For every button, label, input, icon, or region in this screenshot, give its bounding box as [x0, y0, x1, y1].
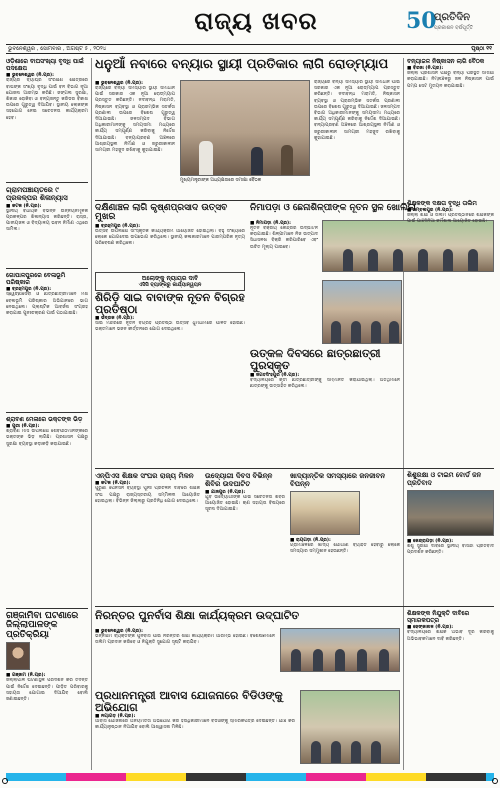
story-body: ରାଜ୍ୟର ବ୍ୟାଘ୍ର ସଂରକ୍ଷଣ କ୍ଷେତ୍ରରେ ବାଘଙ୍କ ସଂଖ୍ୟା ବୃଦ୍ଧି ପାଇଁ ବନ ବିଭାଗ ନୂଆ ଯୋଜନା ଆରମ୍ଭ କରିଛି। ଜଙ୍ଗଲ ସୁରକ୍ଷା, ଶିକାର ରୋକିବା ଓ ବନ୍ୟଜନ୍ତୁ କରିଡର ବିକାଶ ଉପରେ ଗୁରୁତ୍ୱ ଦିଆଯିବ। ସ୍ଥାନୀୟ ଲୋକଙ୍କ ସହଯୋଗ ନେଇ ସଚେତନତା କାର୍ଯ୍ୟକ୍ରମ ହେବ।	[6, 78, 88, 121]
story-byline: ■ କଟକ (ନି.ପ୍ର):	[6, 203, 42, 209]
section-title: ରାଜ୍ୟ ଖବର	[194, 6, 318, 35]
registration-mark	[492, 778, 498, 784]
divider	[6, 608, 88, 609]
story-byline: ■ ଢେଙ୍କାନାଳ (ନି.ପ୍ର):	[407, 625, 454, 631]
story-body: ଜିଲ୍ଲାପାଳ ଘଟଣାସ୍ଥଳ ପରିଦର୍ଶନ କରି ତଦନ୍ତ ପାଇଁ ନିର୍ଦ୍ଦେଶ ଦେଇଛନ୍ତି। ପୀଡ଼ିତ ପରିବାରକୁ ସହାୟତା ଯୋଗାଇ ଦିଆଯିବ ବୋଲି ଜଣାଇଛନ୍ତି।	[6, 678, 88, 702]
story-headline: ନିମାପଡ଼ା ଓ ଛେନାଶିଳ୍ପୀଙ୍କ ନୂତନ ସ୍ଥଳ ଖୋଲିଲା	[250, 203, 416, 213]
story-byline: ■ ଭଦ୍ରକ (ନି.ପ୍ର):	[95, 316, 135, 322]
divider	[6, 412, 88, 413]
story-body: ଶ୍ରାବଣ ମାସ ଉପଲକ୍ଷେ ଶୈବପୀଠମାନଙ୍କରେ ଭକ୍ତଙ୍କ ଭିଡ଼ ଲାଗିଛି। ପ୍ରଶାସନ ପକ୍ଷରୁ ସୁରକ୍ଷା ବ୍ୟବସ୍ଥା କଡ଼ାକଡ଼ି କରାଯାଇଛି।	[6, 429, 88, 447]
story-photo	[290, 491, 360, 535]
lead-body-col3	[314, 80, 400, 190]
story-headline: ଶ୍ରାବଣ ମେଳାରେ ଭକ୍ତଙ୍କ ଭିଡ଼	[6, 416, 83, 423]
rehab-story-body	[95, 628, 275, 674]
lead-photo	[180, 80, 310, 176]
story-byline: ■ ଭୁବନେଶ୍ୱର (ନି.ପ୍ର):	[6, 73, 54, 79]
box-headline: ଅଲୋଙ୍କୁ ନ୍ୟାୟର ଦାବି	[141, 275, 199, 282]
story-body: ବିଦ୍ୟାଳୟରେ ଶିକ୍ଷକ ଅଭାବ ଦୂର କରିବାକୁ ଅଭିଭାବକମାନେ ଦାବି କରିଛନ୍ତି।	[407, 630, 494, 642]
divider	[6, 268, 88, 269]
column-divider	[403, 58, 404, 770]
story-byline: ■ ବ୍ରହ୍ମପୁର (ନି.ପ୍ର):	[6, 287, 52, 293]
story-headline: ଏନ୍‌ପିଏସ ଶିକ୍ଷକ ସଂଘର ରାଜ୍ୟ ମିଳନ	[95, 472, 194, 480]
story-body: ସ୍ୱେଚ୍ଛାସେବୀ ଓ ଛାତ୍ରଛାତ୍ରୀମାନେ ମିଶି ବେଳାଭୂମି ପରିଷ୍କାର ଅଭିଯାନରେ ଭାଗ ନେଇଥିଲେ। ପ୍ଲାଷ୍ଟିକ ଆବର୍ଜନା ସଂଗ୍ରହ କରାଯାଇ ପୁନଃଚକ୍ରଣ ପାଇଁ ପଠାଯାଇଛି।	[6, 292, 88, 316]
column-divider	[91, 58, 92, 770]
story-headline: ଖାଦ୍ୟାନ୍ତିକ ସମସ୍ୟାରେ ଜନଜୀବନ ବିପନ୍ନ	[290, 472, 386, 489]
story-headline: ବନ୍ୟାଜଳ ନିଷ୍କାସନ ଲାଗି ବୈଠକ	[407, 58, 485, 65]
story-headline: ଗ୍ରାମପଞ୍ଚାୟତରେ ୯ ପ୍ରକଳ୍ପର ଶିଳାନ୍ୟାସ	[6, 186, 68, 203]
story-headline: ଶିକ୍ଷକଙ୍କ ଦକ୍ଷତା ବୃଦ୍ଧି ତାଲିମ	[407, 200, 477, 207]
story-byline: ■ ଭୁବନେଶ୍ୱର (ନି.ପ୍ର):	[95, 629, 143, 634]
story-body: ଜିଲ୍ଲା ଶିକ୍ଷା ଓ ତାଲିମ ପ୍ରତିଷ୍ଠାନରେ ଶିକ୍ଷକଙ୍କ ପାଇଁ ପାଞ୍ଚଦିନିଆ କର୍ମଶାଳା ଆୟୋଜିତ ହୋଇଛି।	[407, 213, 494, 225]
story-byline: ■ ଜଗତସିଂହପୁର (ନି.ପ୍ର):	[250, 373, 300, 378]
story-body: ଉତ୍ସବ ଉପଲକ୍ଷେ ସାଂସ୍କୃତିକ କାର୍ଯ୍ୟକ୍ରମ ଆୟୋଜିତ ହୋଇଥିଲା। ବହୁ ସଂଖ୍ୟାରେ ଲୋକେ ଯୋଗଦେଇ ଉପଭୋଗ କରିଥିଲେ। ସ୍ଥାନୀୟ କଳାକାରମାନେ ପାରମ୍ପରିକ ନୃତ୍ୟ ପରିବେଷଣ କରିଥିଲେ।	[95, 228, 245, 247]
story-body: ସ୍ଥାନୀୟ ବିଧାୟକ ବିଭିନ୍ନ ଉନ୍ନୟନମୂଳକ ପ୍ରକଳ୍ପର ଶିଳାନ୍ୟାସ କରିଛନ୍ତି। ରାସ୍ତା, ପାନୀୟଜଳ ଓ ବିଦ୍ୟାଳୟ ଭବନ ନିର୍ମାଣ ଏଥିରେ ସାମିଲ।	[6, 208, 88, 233]
lead-byline: ■ ଭୁବନେଶ୍ୱର (ନି.ପ୍ର):	[95, 81, 143, 86]
story-byline: ■ ସମ୍ବଲପୁର (ନି.ପ୍ର):	[407, 208, 453, 214]
logo-subtitle: ପ୍ରକାଶନ ବର୍ଷପୂର୍ତ୍ତି	[434, 25, 474, 31]
story-body: ପୁରୁଣା ପେନସନ ବ୍ୟବସ୍ଥା ପୁନଃ ପ୍ରଚଳନ ଦାବିରେ ଶିକ୍ଷକ ସଂଘ ପକ୍ଷରୁ ରାଜ୍ୟସ୍ତରୀୟ ସମ୍ମିଳନୀ ଆୟୋଜିତ ହୋଇଥିଲା। ବିଭିନ୍ନ ଜିଲ୍ଲାରୁ ପ୍ରତିନିଧି ଯୋଗ ଦେଇଥିଲେ।	[95, 486, 200, 504]
nps-story	[95, 472, 200, 586]
story-byline: ■ ଗଞ୍ଜାମ (ନି.ପ୍ର):	[6, 673, 46, 679]
masthead	[6, 4, 494, 44]
story-byline: ■ ବିରଜା (ନି.ପ୍ର):	[407, 66, 444, 72]
lead-story	[95, 58, 400, 72]
story-byline: ■ କଟକ (ନି.ପ୍ର):	[95, 481, 131, 487]
story-body: ନୂତନ ବିକ୍ରୟ କେନ୍ଦ୍ରର ଉଦ୍‌ଘାଟନ କରାଯାଇଛି। ଶିଳ୍ପୀମାନେ ନିଜ ଉତ୍ପାଦ ସିଧାସଳଖ ବିକ୍ରି କରିପାରିବେ ଏବଂ ଉଚିତ ମୂଲ୍ୟ ପାଇବେ।	[250, 226, 318, 250]
lead-headline: ଧନୁଆଁ ନବାରେ ବନ୍ୟାର ସ୍ଥାୟୀ ପ୍ରତିକାର ଲାଗି ରୋଡ୍‌ମ୍ୟାପ	[95, 57, 389, 72]
protest-story	[407, 472, 494, 588]
story-headline: ଶିଶୁରକ୍ଷା ଓ ଟାଇମ ବୋର୍ଡ ଜନ ପ୍ରତିବାଦ	[407, 471, 482, 487]
housing-photo	[300, 690, 400, 764]
story-body: ଆବାସ ଯୋଜନାରେ ଅନିୟମିତତା ଅଭିଯୋଗ କରି ହିତାଧିକାରୀମାନେ ବିଡିଓଙ୍କୁ ସ୍ମାରକପତ୍ର ଦେଇଛନ୍ତି। ଯାଞ୍ଚ କରି କାର୍ଯ୍ୟାନୁଷ୍ଠାନ ନିଆଯିବ ବୋଲି ଆଶ୍ୱାସନା ମିଳିଛି।	[95, 719, 295, 731]
housing-story	[95, 690, 295, 769]
utkal-story-body	[250, 372, 400, 470]
lead-body: ରାଜ୍ୟରେ ବନ୍ୟା ସମସ୍ୟାର ସ୍ଥାୟୀ ସମାଧାନ ପାଇଁ ସରକାର ଏକ ନୂଆ ରୋଡ୍‌ମ୍ୟାପ ପ୍ରସ୍ତୁତ କରିଛନ୍ତି। ନଦୀବନ୍ଧ ମରାମତି, ନିଷ୍କାସନ ବ୍ୟବସ୍ଥା ଓ ପ୍ରାରମ୍ଭିକ ସତର୍କତା ପ୍ରଣାଳୀ ଉପରେ ବିଶେଷ ଗୁରୁତ୍ୱ ଦିଆଯାଇଛି। ଜଳସମ୍ପଦ ବିଭାଗ ଅଧିକାରୀମାନଙ୍କୁ ସମୟସୀମା ମଧ୍ୟରେ କାର୍ଯ୍ୟ ସମ୍ପୂର୍ଣ୍ଣ କରିବାକୁ ନିର୍ଦ୍ଦେଶ ଦିଆଯାଇଛି। ବନ୍ୟାପ୍ରବଣ ଅଞ୍ଚଳରେ ଆଶ୍ରୟସ୍ଥଳୀ ନିର୍ମାଣ ଓ ଜରୁରୀକାଳୀନ ସାମଗ୍ରୀ ମହଜୁଦ ରଖିବାକୁ କୁହାଯାଇଛି।	[95, 86, 175, 154]
left-column-story-2	[6, 186, 88, 269]
story-byline: ■ ନିମାପଡ଼ା (ନି.ପ୍ର):	[250, 221, 291, 226]
story-headline: ଗଞ୍ଜାମିବା ଘଟଣାରେ ଜିଲ୍ଲାପାଳଙ୍କ ପ୍ରତିକ୍ରିୟା	[6, 611, 79, 640]
rehab-story	[95, 610, 400, 622]
story-body: ଜିଲ୍ଲା ପ୍ରଶାସନ ପକ୍ଷରୁ ବନ୍ୟା ପରିସ୍ଥିତି ସମୀକ୍ଷା କରାଯାଇଛି। ନିମ୍ନାଞ୍ଚଳରୁ ଜଳ ନିଷ୍କାସନ ପାଇଁ ପମ୍ପ ସେଟ ମୁତୟନ କରାଯାଇଛି।	[407, 71, 494, 89]
utkal-story	[250, 348, 400, 371]
story-byline: ■ ପୁରୀ (ନି.ପ୍ର):	[6, 424, 40, 430]
story-byline: ■ ବ୍ରହ୍ମପୁର (ନି.ପ୍ର):	[95, 223, 141, 229]
left-column-story-5	[6, 612, 88, 778]
page-number: ପୃଷ୍ଠା ୧୧	[471, 46, 492, 52]
entrepreneur-story	[205, 472, 285, 591]
dateline	[6, 44, 494, 54]
lead-photo-caption: ମୁଖ୍ୟମନ୍ତ୍ରୀଙ୍କ ଅଧ୍ୟକ୍ଷତାରେ ସମୀକ୍ଷା ବୈଠକ	[180, 178, 262, 183]
story-body: ଗ୍ରାମାଞ୍ଚଳରେ ଖାଦ୍ୟ ଯୋଗାଣ ବ୍ୟାହତ ହେବାରୁ ଲୋକେ ସମସ୍ୟାର ସମ୍ମୁଖୀନ ହେଉଛନ୍ତି।	[290, 542, 400, 554]
logo-number: 50	[406, 8, 437, 34]
edition-date: ଭୁବନେଶ୍ୱର , ସୋମବାର , ଅଗଷ୍ଟ ୫ , ୨୦୨୪	[8, 46, 107, 52]
story-byline: ■ କେନ୍ଦ୍ରାପଡ଼ା (ନି.ପ୍ର):	[407, 538, 454, 544]
notice-box	[95, 272, 245, 291]
story-photo	[6, 642, 30, 670]
sai-story	[95, 292, 245, 493]
story-headline: ପ୍ରଧାନମନ୍ତ୍ରୀ ଆବାସ ଯୋଜନାରେ ବିଡିଓଙ୍କୁ ଅଭିଯୋଗ	[95, 689, 283, 714]
lead-body-continued: ରାଜ୍ୟରେ ବନ୍ୟା ସମସ୍ୟାର ସ୍ଥାୟୀ ସମାଧାନ ପାଇଁ ସରକାର ଏକ ନୂଆ ରୋଡ୍‌ମ୍ୟାପ ପ୍ରସ୍ତୁତ କରିଛନ୍ତି। ନଦୀବନ୍ଧ ମରାମତି, ନିଷ୍କାସନ ବ୍ୟବସ୍ଥା ଓ ପ୍ରାରମ୍ଭିକ ସତର୍କତା ପ୍ରଣାଳୀ ଉପରେ ବିଶେଷ ଗୁରୁତ୍ୱ ଦିଆଯାଇଛି। ଜଳସମ୍ପଦ ବିଭାଗ ଅଧିକାରୀମାନଙ୍କୁ ସମୟସୀମା ମଧ୍ୟରେ କାର୍ଯ୍ୟ ସମ୍ପୂର୍ଣ୍ଣ କରିବାକୁ ନିର୍ଦ୍ଦେଶ ଦିଆଯାଇଛି। ବନ୍ୟାପ୍ରବଣ ଅଞ୍ଚଳରେ ଆଶ୍ରୟସ୍ଥଳୀ ନିର୍ମାଣ ଓ ଜରୁରୀକାଳୀନ ସାମଗ୍ରୀ ମହଜୁଦ ରଖିବାକୁ କୁହାଯାଇଛି।	[314, 80, 400, 141]
left-column	[6, 58, 88, 164]
artisan-story-body	[250, 220, 318, 346]
utkal-photo	[322, 280, 402, 344]
story-headline: ଦକ୍ଷିଣାଞ୍ଚଳ ଲାଗି କୃଷ୍ଣପ୍ରସାଦ ଉତ୍ସବ ମୁଖର	[95, 203, 228, 223]
food-story	[290, 472, 400, 583]
newspaper-logo	[406, 8, 492, 38]
lead-body-col1	[95, 80, 175, 190]
divider	[95, 200, 400, 201]
story-headline: ଶିରିଡ଼ି ସାଇ ବାବାଙ୍କ ନୂତନ ବିଗ୍ରହ ପ୍ରତିଷ୍ଠା	[95, 291, 245, 316]
story-byline: ■ ରାୟଗଡ଼ା (ନି.ପ୍ର):	[290, 537, 331, 543]
story-byline: ■ ନୟାଗଡ଼ (ନି.ପ୍ର):	[95, 714, 136, 720]
divider	[95, 606, 494, 607]
story-headline: ଉତ୍କଳ ଦିବସରେ ଛାତ୍ରଛାତ୍ରୀ ପୁରସ୍କୃତ	[250, 347, 381, 372]
story-headline: ଗୋପାଳପୁରରେ ବେଳାଭୂମି ପରିଷ୍କାର	[6, 272, 66, 287]
rehab-photo	[280, 628, 400, 672]
right-column-story-2	[407, 200, 494, 373]
story-body: ଶିଶୁ ସୁରକ୍ଷା ଦାବିରେ ସ୍ଥାନୀୟ ବାସିନ୍ଦା ପ୍ରତିବାଦ ପ୍ରଦର୍ଶନ କରିଛନ୍ତି।	[407, 543, 494, 555]
story-body: ଭିନ୍ନକ୍ଷମ ବ୍ୟକ୍ତିଙ୍କ ପୁନର୍ବାସ ପାଇଁ ନିରନ୍ତର ଶିକ୍ଷା କାର୍ଯ୍ୟକ୍ରମ ଆରମ୍ଭ ହୋଇଛି। ବିଶେଷଜ୍ଞମାନେ ତାଲିମ ପ୍ରଦାନ କରିବେ ଓ ନିଯୁକ୍ତି ସୁଯୋଗ ସୃଷ୍ଟି କରାଯିବ।	[95, 634, 275, 646]
left-column-story-4	[6, 416, 88, 589]
box-subheadline: ଏସିସି ବ୍ୟାଙ୍କରୁ କାର୍ଯ୍ୟାନ୍ୱୟନ	[138, 282, 202, 289]
story-body: ସାଇ ମନ୍ଦିରରେ ନୂତନ ବିଗ୍ରହ ପ୍ରତିଷ୍ଠା ଉତ୍ସବ ଧୁମଧାମରେ ପାଳିତ ହୋଇଛି। ଭକ୍ତମାନେ ଭଜନ କୀର୍ତ୍ତନରେ ଯୋଗ ଦେଇଥିଲେ।	[95, 321, 245, 333]
story-byline: ■ ଯାଜପୁର (ନି.ପ୍ର):	[205, 489, 246, 495]
story-headline: ଶିକ୍ଷକଙ୍କ ନିଯୁକ୍ତି ଦାବିରେ ସ୍ମାରକପତ୍ର	[407, 610, 470, 625]
color-bar	[6, 773, 494, 781]
registration-mark	[2, 778, 8, 784]
logo-name: ପ୍ରତିଦିନ	[434, 12, 470, 23]
right-column-story-1	[407, 58, 494, 201]
story-headline: ଓଡ଼ିଶାରେ ବାଘସଂଖ୍ୟା ବୃଦ୍ଧି ପାଇଁ ପଦକ୍ଷେପ	[6, 58, 84, 73]
story-body: ଯୁବ ଉଦ୍ୟୋଗୀଙ୍କ ପାଇଁ ସଚେତନତା ଶିବିର ଆୟୋଜିତ ହୋଇଛି। ଋଣ ସହାୟତା ବିଷୟରେ ସୂଚନା ଦିଆଯାଇଛି।	[205, 494, 285, 513]
story-photo	[407, 490, 494, 536]
story-headline: ନିରନ୍ତର ପୁନର୍ବାସ ଶିକ୍ଷା କାର୍ଯ୍ୟକ୍ରମ ଉଦ୍‌ଘାଟିତ	[95, 609, 300, 622]
left-column-story-3	[6, 272, 88, 402]
divider	[6, 182, 88, 183]
story-body: ବିଦ୍ୟାଳୟରେ କୃତୀ ଛାତ୍ରଛାତ୍ରୀଙ୍କୁ ସମ୍ମାନିତ କରାଯାଇଥିଲା। ଅତିଥିମାନେ ଛାତ୍ରଙ୍କୁ ଉତ୍ସାହିତ କରିଥିଲେ।	[250, 378, 400, 390]
divider	[95, 468, 494, 469]
festival-story	[95, 204, 245, 279]
story-headline: ଉଦ୍ୟୋଗୀ ଦିବସ ବିଭିନ୍ନ ଶିବିର ଉଦଘାଟିତ	[205, 472, 273, 489]
teacher-story	[407, 610, 494, 770]
